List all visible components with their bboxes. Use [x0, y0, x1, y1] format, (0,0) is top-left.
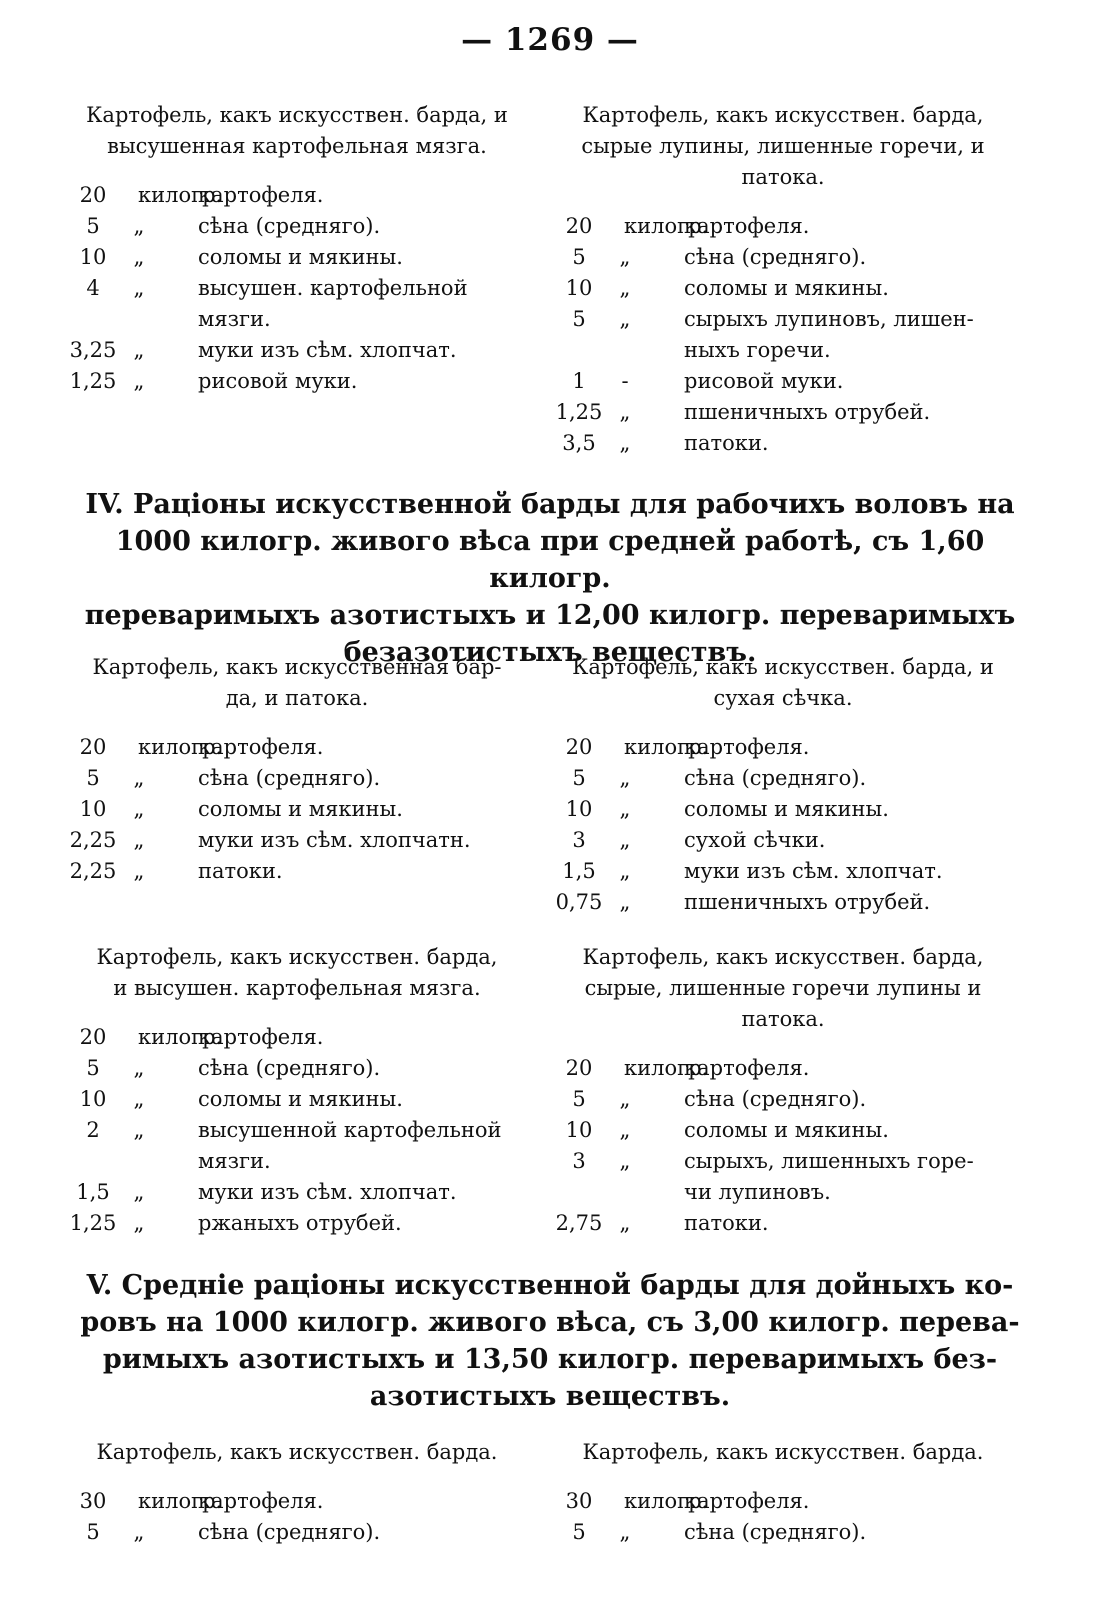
- ration-unit: килогр.: [138, 735, 223, 759]
- section-heading-iv: IV. Раціоны искусственной барды для рабочихъ воловъ на 1000 килогр. живого вѣса при средней работѣ, съ 1,60 килогр. переваримыхъ азотистыхъ и 12,00 килогр. переваримыхъ безазотистыхъ веществъ.: [84, 489, 1016, 668]
- ration-unit: килогр.: [138, 1025, 223, 1049]
- ration-amount: 5: [572, 1087, 586, 1111]
- ration-amount: 5: [572, 766, 586, 790]
- ditto-mark: „: [619, 1520, 631, 1544]
- ration-item: соломы и мякины.: [684, 1118, 889, 1142]
- ration-amount: 3: [572, 828, 586, 852]
- ration-unit: килогр.: [138, 183, 223, 207]
- ditto-mark: „: [619, 797, 631, 821]
- ration-unit: килогр.: [624, 1489, 709, 1513]
- ration-item: картофеля.: [684, 214, 810, 238]
- ration-row: [62, 273, 532, 335]
- ditto-mark: „: [619, 1211, 631, 1235]
- ration-item: сѣна (средняго).: [684, 1520, 867, 1544]
- ditto-mark: „: [133, 1211, 145, 1235]
- ditto-mark: „: [133, 276, 145, 300]
- ration-row: [62, 1084, 532, 1115]
- ditto-mark: „: [619, 431, 631, 455]
- ration-amount: 5: [86, 1056, 100, 1080]
- ration-amount: 3,5: [562, 431, 596, 455]
- ration-list: [62, 180, 532, 397]
- ration-item: муки изъ сѣм. хлопчат.: [198, 1180, 457, 1204]
- ditto-mark: „: [133, 1087, 145, 1111]
- ration-block: [548, 652, 1018, 918]
- ditto-mark: „: [133, 338, 145, 362]
- ditto-mark: „: [133, 369, 145, 393]
- ration-row: [548, 1084, 1018, 1115]
- ration-item: сѣна (средняго).: [198, 214, 381, 238]
- ration-block: [62, 942, 532, 1239]
- ditto-mark: „: [133, 797, 145, 821]
- ration-item: соломы и мякины.: [684, 276, 889, 300]
- ration-item: сѣна (средняго).: [198, 1056, 381, 1080]
- ration-item: сѣна (средняго).: [198, 1520, 381, 1544]
- ration-row: [548, 1208, 1018, 1239]
- ration-item: сѣна (средняго).: [684, 245, 867, 269]
- ration-row: [548, 1486, 1018, 1517]
- ration-heading: Картофель, какъ искусствен. барда, и сухая сѣчка.: [572, 655, 994, 710]
- ditto-mark: „: [619, 890, 631, 914]
- ration-row: [548, 732, 1018, 763]
- ration-list: [548, 1486, 1018, 1548]
- ration-item: высушенной картофельной мязги.: [198, 1118, 502, 1173]
- ration-row: [62, 856, 532, 887]
- ration-heading: Картофель, какъ искусствен. барда, и высушенная картофельная мязга.: [86, 103, 508, 158]
- ration-amount: 10: [79, 245, 107, 269]
- ration-block: [62, 100, 532, 397]
- ration-item: сырыхъ, лишенныхъ горе- чи лупиновъ.: [684, 1149, 974, 1204]
- ration-row: [548, 397, 1018, 428]
- ration-unit: килогр.: [624, 735, 709, 759]
- ration-list: [62, 1022, 532, 1239]
- ration-amount: 30: [565, 1489, 593, 1513]
- ration-list: [548, 732, 1018, 918]
- ditto-mark: „: [619, 307, 631, 331]
- ration-row: [548, 1517, 1018, 1548]
- ration-item: муки изъ сѣм. хлопчат.: [684, 859, 943, 883]
- ditto-mark: „: [133, 828, 145, 852]
- ditto-mark: „: [133, 859, 145, 883]
- ration-row: [548, 763, 1018, 794]
- ration-amount: 20: [565, 1056, 593, 1080]
- ration-amount: 5: [572, 1520, 586, 1544]
- ration-row: [62, 180, 532, 211]
- ration-item: соломы и мякины.: [198, 797, 403, 821]
- ration-item: картофеля.: [198, 1489, 324, 1513]
- ration-amount: 1: [572, 369, 586, 393]
- ration-list: [62, 1486, 532, 1548]
- ration-amount: 5: [86, 1520, 100, 1544]
- ditto-mark: „: [619, 1087, 631, 1111]
- ration-item: соломы и мякины.: [198, 245, 403, 269]
- ration-row: [62, 1177, 532, 1208]
- ration-row: [548, 273, 1018, 304]
- ration-row: [548, 304, 1018, 366]
- ration-row: [548, 211, 1018, 242]
- ration-row: [62, 1208, 532, 1239]
- ration-amount: 20: [565, 735, 593, 759]
- ration-row: [548, 825, 1018, 856]
- ration-amount: 20: [79, 183, 107, 207]
- ditto-mark: „: [619, 245, 631, 269]
- ration-amount: 5: [572, 245, 586, 269]
- ration-row: [62, 1053, 532, 1084]
- ration-item: пшеничныхъ отрубей.: [684, 400, 931, 424]
- ration-amount: 20: [565, 214, 593, 238]
- ration-amount: 1,5: [76, 1180, 110, 1204]
- ration-row: [62, 825, 532, 856]
- ration-row: [548, 428, 1018, 459]
- ration-heading: Картофель, какъ искусствен. барда, сырые лупины, лишенные горечи, и патока.: [581, 103, 985, 189]
- ration-row: [548, 1115, 1018, 1146]
- section-heading-v: V. Средніе раціоны искусственной барды для дойныхъ ко- ровъ на 1000 килогр. живого вѣса, съ 3,00 килогр. перева- римыхъ азотистыхъ и 13,50 килогр. переваримыхъ без- азотистыхъ веществъ.: [80, 1270, 1020, 1412]
- ration-row: [62, 335, 532, 366]
- ditto-mark: „: [619, 1118, 631, 1142]
- ration-item: картофеля.: [198, 735, 324, 759]
- ration-row: [548, 794, 1018, 825]
- ration-amount: 10: [565, 797, 593, 821]
- ration-item: сухой сѣчки.: [684, 828, 826, 852]
- ration-amount: 2,75: [555, 1211, 603, 1235]
- ration-item: пшеничныхъ отрубей.: [684, 890, 931, 914]
- ration-unit: килогр.: [624, 1056, 709, 1080]
- ration-amount: 10: [565, 1118, 593, 1142]
- ration-amount: 1,25: [555, 400, 603, 424]
- ration-item: патоки.: [684, 431, 769, 455]
- ditto-mark: „: [133, 1180, 145, 1204]
- ration-block: [548, 942, 1018, 1239]
- ration-amount: 2: [86, 1118, 100, 1142]
- ration-amount: 5: [86, 766, 100, 790]
- ration-amount: 10: [79, 1087, 107, 1111]
- ration-amount: 20: [79, 1025, 107, 1049]
- ration-item: патоки.: [684, 1211, 769, 1235]
- ditto-mark: „: [133, 214, 145, 238]
- ration-amount: 1,5: [562, 859, 596, 883]
- ditto-mark: -: [621, 369, 629, 393]
- ration-block: [62, 652, 532, 887]
- ration-unit: килогр.: [138, 1489, 223, 1513]
- ration-item: рисовой муки.: [684, 369, 844, 393]
- ration-item: сѣна (средняго).: [198, 766, 381, 790]
- ration-item: соломы и мякины.: [198, 1087, 403, 1111]
- ration-unit: килогр.: [624, 214, 709, 238]
- ration-heading: Картофель, какъ искусствен. барда.: [96, 1440, 498, 1464]
- ration-row: [62, 242, 532, 273]
- ration-row: [62, 1115, 532, 1177]
- page-number: — 1269 —: [461, 22, 639, 58]
- ration-item: картофеля.: [684, 1056, 810, 1080]
- ration-heading: Картофель, какъ искусствен. барда, сырые, лишенные горечи лупины и патока.: [582, 945, 984, 1031]
- ration-block: [548, 1437, 1018, 1548]
- ration-amount: 0,75: [555, 890, 603, 914]
- ration-amount: 20: [79, 735, 107, 759]
- ration-amount: 5: [572, 307, 586, 331]
- ration-item: муки изъ сѣм. хлопчат.: [198, 338, 457, 362]
- ration-amount: 4: [86, 276, 100, 300]
- ditto-mark: „: [133, 766, 145, 790]
- ration-item: ржаныхъ отрубей.: [198, 1211, 402, 1235]
- ration-block: [548, 100, 1018, 459]
- ration-row: [548, 1053, 1018, 1084]
- ration-item: картофеля.: [684, 1489, 810, 1513]
- ration-amount: 10: [79, 797, 107, 821]
- ration-block: [62, 1437, 532, 1548]
- ration-item: соломы и мякины.: [684, 797, 889, 821]
- ration-row: [62, 1486, 532, 1517]
- ration-list: [548, 211, 1018, 459]
- ration-amount: 10: [565, 276, 593, 300]
- ration-item: патоки.: [198, 859, 283, 883]
- ration-list: [548, 1053, 1018, 1239]
- ration-row: [62, 211, 532, 242]
- ration-amount: 2,25: [69, 859, 117, 883]
- ration-amount: 5: [86, 214, 100, 238]
- ration-amount: 2,25: [69, 828, 117, 852]
- ration-row: [62, 1022, 532, 1053]
- ration-amount: 1,25: [69, 369, 117, 393]
- ration-list: [62, 732, 532, 887]
- ration-item: рисовой муки.: [198, 369, 358, 393]
- ration-row: [548, 856, 1018, 887]
- ditto-mark: „: [619, 276, 631, 300]
- ration-row: [62, 366, 532, 397]
- ration-amount: 1,25: [69, 1211, 117, 1235]
- ration-row: [62, 732, 532, 763]
- ration-row: [62, 763, 532, 794]
- ration-row: [548, 887, 1018, 918]
- ration-item: муки изъ сѣм. хлопчатн.: [198, 828, 471, 852]
- ration-amount: 3: [572, 1149, 586, 1173]
- ditto-mark: „: [133, 1118, 145, 1142]
- ration-item: картофеля.: [684, 735, 810, 759]
- ditto-mark: „: [619, 859, 631, 883]
- ration-item: сырыхъ лупиновъ, лишен- ныхъ горечи.: [684, 307, 974, 362]
- ration-row: [62, 794, 532, 825]
- ration-heading: Картофель, какъ искусственная бар- да, и патока.: [92, 655, 502, 710]
- ration-row: [548, 242, 1018, 273]
- ration-item: картофеля.: [198, 1025, 324, 1049]
- ditto-mark: „: [619, 828, 631, 852]
- ditto-mark: „: [133, 1520, 145, 1544]
- ditto-mark: „: [619, 1149, 631, 1173]
- ration-row: [548, 366, 1018, 397]
- ditto-mark: „: [133, 1056, 145, 1080]
- ration-heading: Картофель, какъ искусствен. барда, и высушен. картофельная мязга.: [96, 945, 498, 1000]
- ration-item: сѣна (средняго).: [684, 766, 867, 790]
- ration-amount: 30: [79, 1489, 107, 1513]
- ditto-mark: „: [619, 766, 631, 790]
- ration-item: картофеля.: [198, 183, 324, 207]
- ditto-mark: „: [619, 400, 631, 424]
- ration-row: [62, 1517, 532, 1548]
- ration-row: [548, 1146, 1018, 1208]
- ration-amount: 3,25: [69, 338, 117, 362]
- ditto-mark: „: [133, 245, 145, 269]
- ration-heading: Картофель, какъ искусствен. барда.: [582, 1440, 984, 1464]
- ration-item: сѣна (средняго).: [684, 1087, 867, 1111]
- ration-item: высушен. картофельной мязги.: [198, 276, 468, 331]
